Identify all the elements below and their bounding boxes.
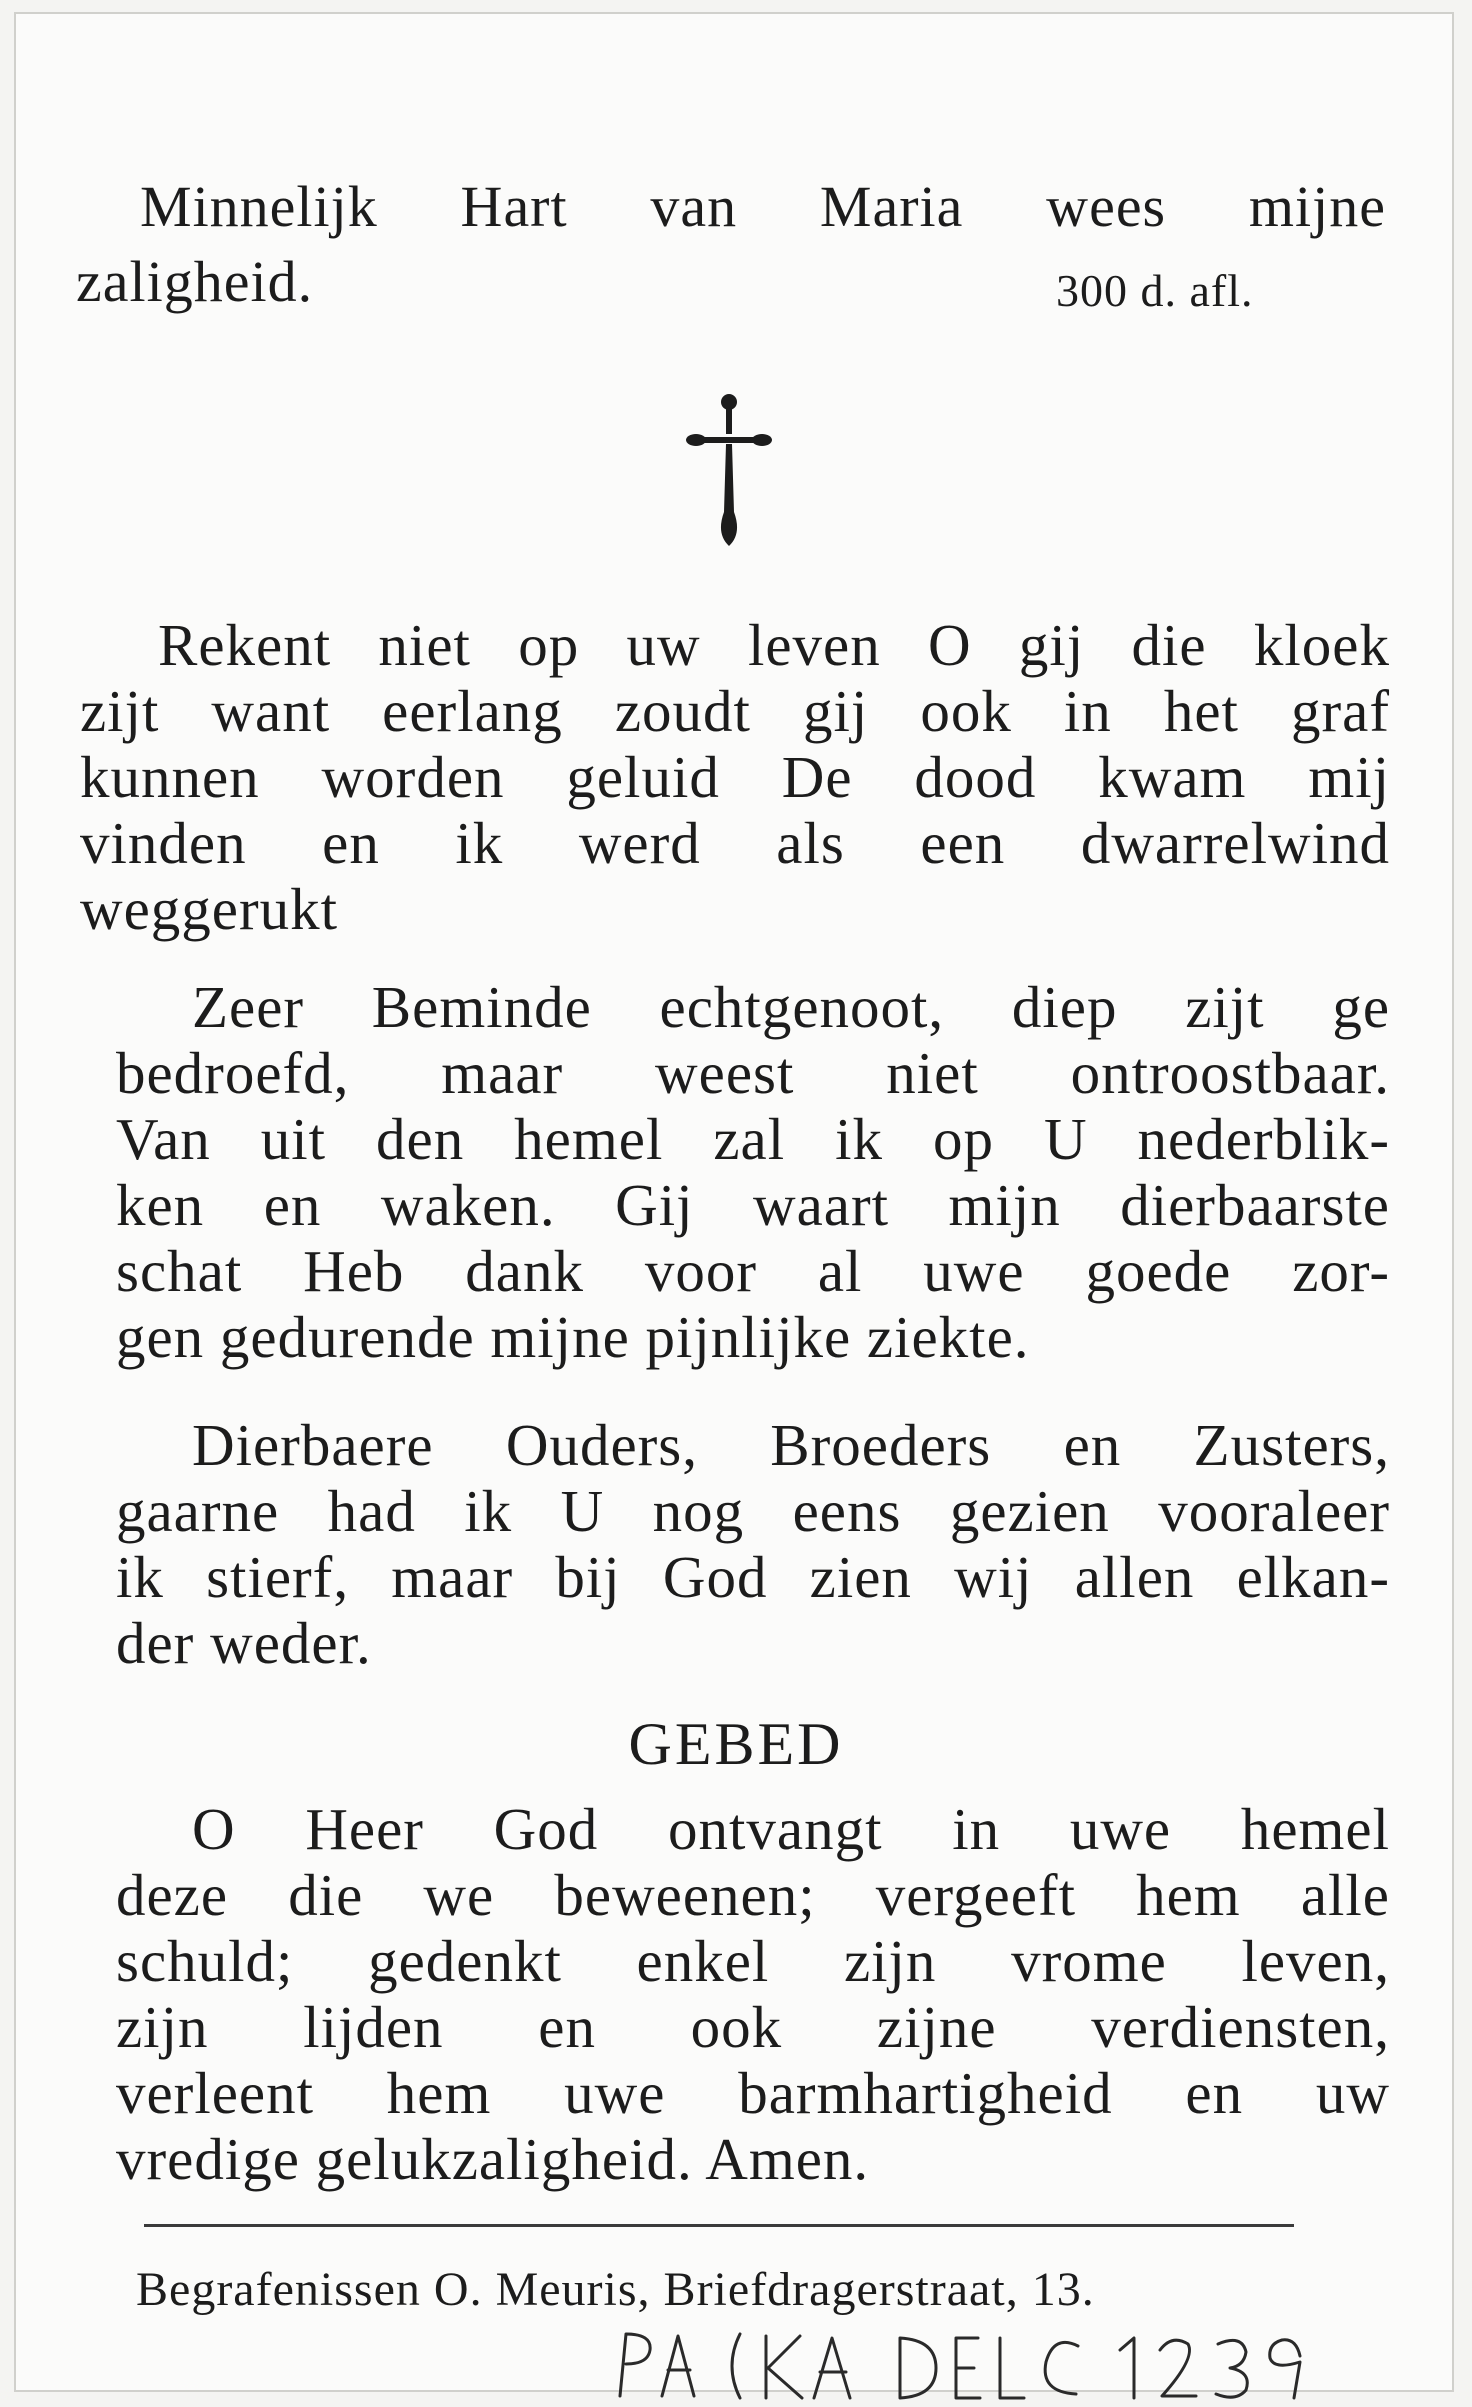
paragraph-2-line: Van uit den hemel zal ik op U nederblik- bbox=[116, 1106, 1390, 1172]
paragraph-2-line: gen gedurende mijne pijnlijke ziekte. bbox=[116, 1304, 1030, 1370]
paragraph-4-line: O Heer God ontvangt in uwe hemel bbox=[192, 1796, 1390, 1862]
footer-divider bbox=[144, 2224, 1294, 2227]
paragraph-3-line: gaarne had ik U nog eens gezien vooraleer bbox=[116, 1478, 1390, 1544]
paragraph-1 bbox=[80, 612, 1390, 942]
paragraph-2-line: ken en waken. Gij waart mijn dierbaarste bbox=[116, 1172, 1390, 1238]
paragraph-4-line: deze die we beweenen; vergeeft hem alle bbox=[116, 1862, 1390, 1928]
paragraph-2-line: bedroefd, maar weest niet ontroostbaar. bbox=[116, 1040, 1390, 1106]
paragraph-2-line: Zeer Beminde echtgenoot, diep zijt ge bbox=[192, 974, 1390, 1040]
paragraph-2-line: schat Heb dank voor al uwe goede zor- bbox=[116, 1238, 1390, 1304]
prayer-line-1: Minnelijk Hart van Maria wees mijne bbox=[140, 174, 1386, 239]
indulgence-note: 300 d. afl. bbox=[1056, 265, 1254, 316]
paragraph-1-line: vinden en ik werd als een dwarrelwind bbox=[80, 810, 1390, 876]
paragraph-3-line: ik stierf, maar bij God zien wij allen elkan- bbox=[116, 1544, 1390, 1610]
paragraph-3 bbox=[116, 1412, 1390, 1676]
prayer-line-2: zaligheid. bbox=[76, 249, 314, 314]
prayer-heading: GEBED bbox=[628, 1711, 844, 1777]
paragraph-1-line: zijt want eerlang zoudt gij ook in het graf bbox=[80, 678, 1390, 744]
paragraph-1-line: kunnen worden geluid De dood kwam mij bbox=[80, 744, 1390, 810]
paragraph-3-line: Dierbaere Ouders, Broeders en Zusters, bbox=[192, 1412, 1390, 1478]
cross-icon bbox=[686, 392, 772, 550]
paragraph-4-line: zijn lijden en ook zijne verdiensten, bbox=[116, 1994, 1390, 2060]
paragraph-3-line: der weder. bbox=[116, 1610, 372, 1676]
printer-footer: Begrafenissen O. Meuris, Briefdragerstraat, 13. bbox=[136, 2263, 1095, 2316]
paragraph-4-line: schuld; gedenkt enkel zijn vrome leven, bbox=[116, 1928, 1390, 1994]
archive-reference-handwritten bbox=[600, 2326, 1320, 2402]
paragraph-2 bbox=[116, 974, 1390, 1370]
paragraph-1-line: weggerukt bbox=[80, 876, 339, 942]
memorial-card bbox=[14, 12, 1454, 2392]
paragraph-1-line: Rekent niet op uw leven O gij die kloek bbox=[158, 612, 1390, 678]
paragraph-4-line: verleent hem uwe barmhartigheid en uw bbox=[116, 2060, 1390, 2126]
paragraph-4-line: vredige gelukzaligheid. Amen. bbox=[116, 2126, 870, 2192]
paragraph-4 bbox=[116, 1796, 1390, 2192]
